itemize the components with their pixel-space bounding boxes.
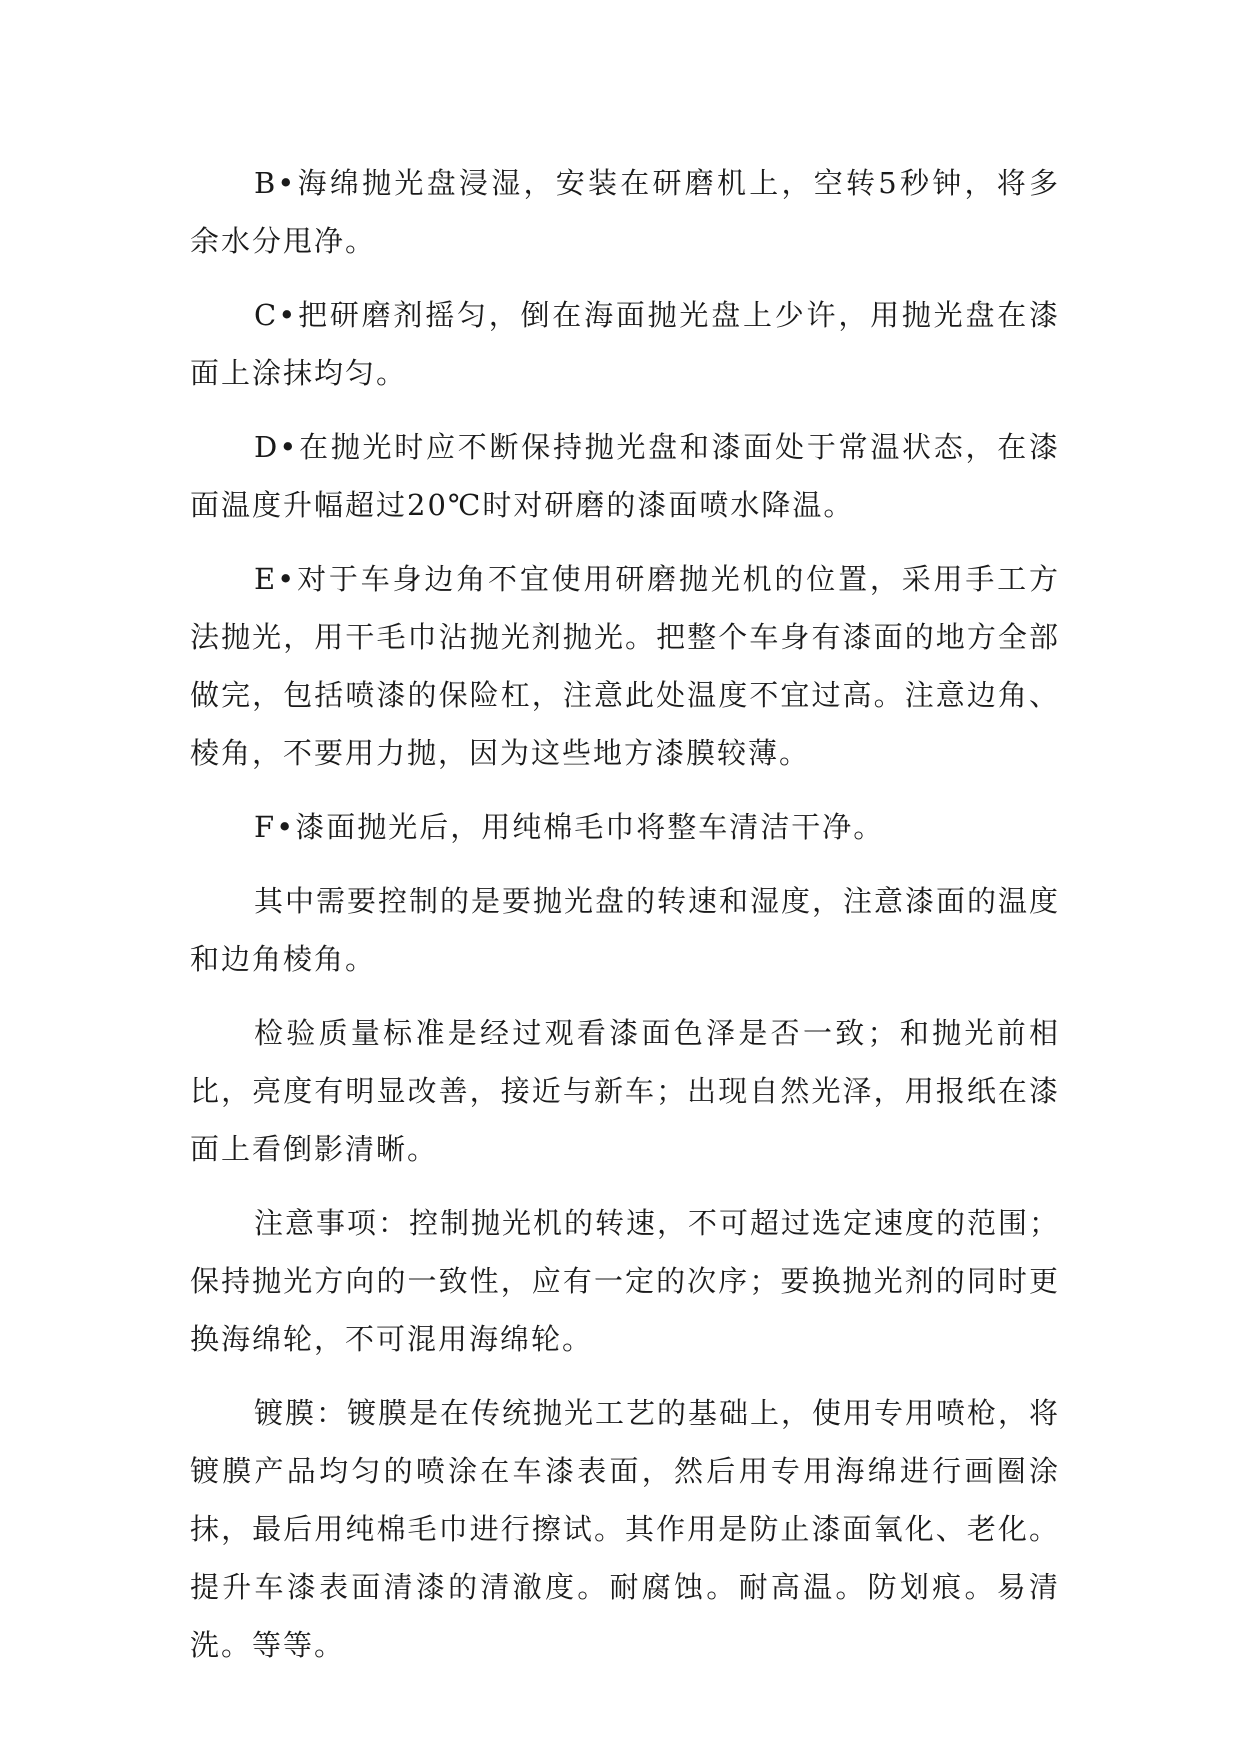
paragraph-precautions: 注意事项：控制抛光机的转速，不可超过选定速度的范围；保持抛光方向的一致性，应有一定的次序；要换抛光剂的同时更换海绵轮，不可混用海绵轮。 bbox=[190, 1206, 1061, 1356]
document-body bbox=[190, 154, 1060, 1690]
paragraph-control-points: 其中需要控制的是要抛光盘的转速和湿度，注意漆面的温度和边角棱角。 bbox=[190, 884, 1061, 976]
paragraph-step-b: B•海绵抛光盘浸湿，安装在研磨机上，空转5秒钟，将多余水分甩净。 bbox=[190, 166, 1060, 258]
paragraph-coating: 镀膜：镀膜是在传统抛光工艺的基础上，使用专用喷枪，将镀膜产品均匀的喷涂在车漆表面，然后用专用海绵进行画圈涂抹，最后用纯棉毛巾进行擦试。其作用是防止漆面氧化、老化。提升车漆表面清漆的清澈度。耐腐蚀。耐高温。防划痕。易清洗。等等。 bbox=[190, 1396, 1061, 1662]
paragraph-quality-standard: 检验质量标准是经过观看漆面色泽是否一致；和抛光前相比，亮度有明显改善，接近与新车；出现自然光泽，用报纸在漆面上看倒影清晰。 bbox=[190, 1016, 1060, 1166]
paragraph-step-c: C•把研磨剂摇匀，倒在海面抛光盘上少许，用抛光盘在漆面上涂抹均匀。 bbox=[190, 298, 1060, 390]
paragraph-step-d: D•在抛光时应不断保持抛光盘和漆面处于常温状态，在漆面温度升幅超过20℃时对研磨的漆面喷水降温。 bbox=[190, 430, 1060, 522]
paragraph-step-f: F•漆面抛光后，用纯棉毛巾将整车清洁干净。 bbox=[254, 810, 885, 844]
paragraph-step-e: E•对于车身边角不宜使用研磨抛光机的位置，采用手工方法抛光，用干毛巾沾抛光剂抛光。把整个车身有漆面的地方全部做完，包括喷漆的保险杠，注意此处温度不宜过高。注意边角、棱角，不要用力抛，因为这些地方漆膜较薄。 bbox=[190, 562, 1060, 770]
